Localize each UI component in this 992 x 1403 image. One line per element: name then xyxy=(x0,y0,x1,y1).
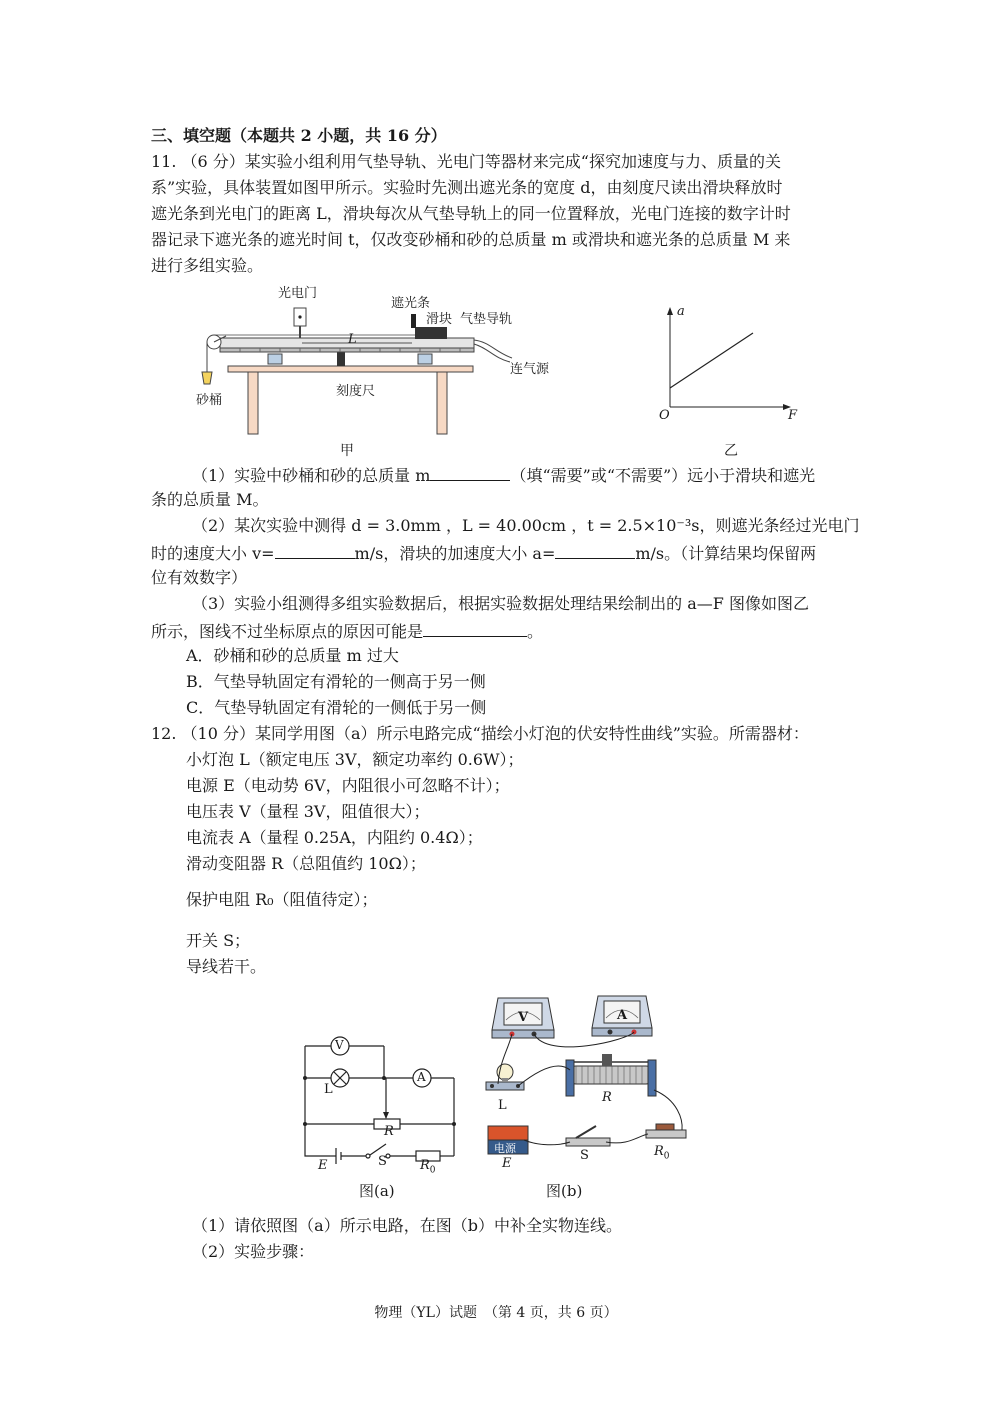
caption-jia: 甲 xyxy=(340,443,354,459)
rheostat-symbol-label: R xyxy=(384,1124,394,1139)
answer-blank-a[interactable] xyxy=(555,542,635,559)
r0-symbol-letter: R xyxy=(420,1158,430,1173)
r0-device-sub: 0 xyxy=(663,1151,670,1162)
q11-line-1: 11. （6 分）某实验小组利用气垫导轨、光电门等器材来完成“探究加速度与力、质量的关 xyxy=(151,152,781,171)
label-distance-L: L xyxy=(348,332,357,347)
q11-part2-unit: m/s。（计算结果均保留两 xyxy=(635,544,817,563)
axis-a-label: a xyxy=(677,304,685,319)
label-photogate: 光电门 xyxy=(278,286,318,301)
battery-device-label: E xyxy=(502,1156,512,1171)
q11-part2-a: m/s，滑块的加速度大小 a= xyxy=(354,544,556,563)
r0-device-letter: R xyxy=(654,1144,664,1159)
r0-symbol-sub: 0 xyxy=(429,1165,436,1176)
q12-item-ammeter: 电流表 A（量程 0.25A，内阻约 0.4Ω）； xyxy=(186,828,483,847)
q11-line-3: 遮光条到光电门的距离 L，滑块每次从气垫导轨上的同一位置释放，光电门连接的数字计时 xyxy=(151,204,791,223)
q12-item-switch: 开关 S； xyxy=(186,931,251,950)
answer-blank-3[interactable] xyxy=(423,620,527,637)
figure-apparatus-b xyxy=(478,990,698,1180)
q11-part2-line: （2）某次实验中测得 d = 3.0mm ，L = 40.00cm ，t = 2.5×10⁻³s，则遮光条经过光电门 xyxy=(192,516,860,535)
label-air-rail: 气垫导轨 xyxy=(460,312,513,327)
q11-part3-end: 。 xyxy=(527,622,544,641)
q11-part2-v: 时的速度大小 v= xyxy=(151,544,275,563)
label-air-source: 连气源 xyxy=(510,362,550,377)
q11-part1-cont: 条的总质量 M。 xyxy=(151,490,269,509)
lamp-device-label: L xyxy=(498,1098,507,1113)
page-footer: 物理（YL）试题 （第 4 页，共 6 页） xyxy=(374,1305,618,1321)
r0-symbol-label xyxy=(420,1158,436,1176)
switch-device-label: S xyxy=(580,1148,589,1163)
q12-item-protect-resistor: 保护电阻 R₀（阻值待定）； xyxy=(186,890,378,909)
q12-head: 12. （10 分）某同学用图（a）所示电路完成“描绘小灯泡的伏安特性曲线”实验。所需器材： xyxy=(151,724,809,743)
figure-a-F-graph xyxy=(655,302,805,427)
answer-blank-1[interactable] xyxy=(430,464,510,481)
q12-item-lamp: 小灯泡 L（额定电压 3V，额定功率约 0.6W）； xyxy=(186,750,524,769)
label-slider: 滑块 xyxy=(426,312,453,327)
q11-part1-start: （1）实验中砂桶和砂的总质量 m xyxy=(192,466,431,485)
caption-apparatus-b: 图(b) xyxy=(546,1182,583,1200)
q12-item-rheostat: 滑动变阻器 R（总阻值约 10Ω）； xyxy=(186,854,426,873)
label-ruler: 刻度尺 xyxy=(336,384,376,399)
figure-circuit-a xyxy=(296,1032,466,1180)
q11-part3-line2 xyxy=(151,620,543,642)
voltmeter-device-label: V xyxy=(518,1010,529,1025)
a-F-graph-drawing xyxy=(655,302,805,427)
power-source-label: 电源 xyxy=(494,1142,516,1155)
option-B[interactable]: B．气垫导轨固定有滑轮的一侧高于另一侧 xyxy=(186,672,486,691)
figure-air-track xyxy=(190,280,580,455)
q11-line-5: 进行多组实验。 xyxy=(151,256,264,275)
q12-item-wires: 导线若干。 xyxy=(186,957,267,976)
lamp-symbol-label: L xyxy=(324,1082,333,1097)
q12-sub1: （1）请依照图（a）所示电路，在图（b）中补全实物连线。 xyxy=(192,1216,622,1235)
ammeter-device-label: A xyxy=(617,1008,628,1023)
q12-item-source: 电源 E（电动势 6V，内阻很小可忽略不计）； xyxy=(186,776,510,795)
q12-sub2: （2）实验步骤： xyxy=(192,1242,315,1261)
label-strip: 遮光条 xyxy=(391,296,431,311)
q11-part3-line: （3）实验小组测得多组实验数据后，根据实验数据处理结果绘制出的 a—F 图像如图乙 xyxy=(192,594,809,613)
section-title: 三、填空题（本题共 2 小题，共 16 分） xyxy=(151,126,447,145)
q11-part2-line2 xyxy=(151,542,816,564)
q11-part2-line3: 位有效数字） xyxy=(151,568,248,587)
option-C[interactable]: C．气垫导轨固定有滑轮的一侧低于另一侧 xyxy=(186,698,487,717)
rheostat-device-label: R xyxy=(602,1090,612,1105)
battery-symbol-label: E xyxy=(318,1158,328,1173)
q11-part1-line xyxy=(192,464,815,486)
option-A[interactable]: A．砂桶和砂的总质量 m 过大 xyxy=(186,646,399,665)
switch-symbol-label: S xyxy=(378,1154,387,1169)
q11-line-4: 器记录下遮光条的遮光时间 t，仅改变砂桶和砂的总质量 m 或滑块和遮光条的总质量 M 来 xyxy=(151,230,791,249)
q12-item-voltmeter: 电压表 V（量程 3V，阻值很大）； xyxy=(186,802,430,821)
origin-label: O xyxy=(659,408,670,423)
r0-device-label xyxy=(654,1144,670,1162)
q11-part3-text: 所示，图线不过坐标原点的原因可能是 xyxy=(151,622,424,641)
ammeter-symbol-label: A xyxy=(417,1070,426,1084)
caption-circuit-a: 图(a) xyxy=(359,1182,395,1200)
answer-blank-v[interactable] xyxy=(275,542,355,559)
q11-part1-end: （填“需要”或“不需要”）远小于滑块和遮光 xyxy=(510,466,816,485)
label-sand-bucket: 砂桶 xyxy=(196,393,223,408)
axis-F-label: F xyxy=(788,408,798,423)
caption-yi: 乙 xyxy=(724,443,738,459)
q11-line-2: 系”实验，具体装置如图甲所示。实验时先测出遮光条的宽度 d，由刻度尺读出滑块释放时 xyxy=(151,178,783,197)
voltmeter-symbol-label: V xyxy=(335,1038,344,1052)
